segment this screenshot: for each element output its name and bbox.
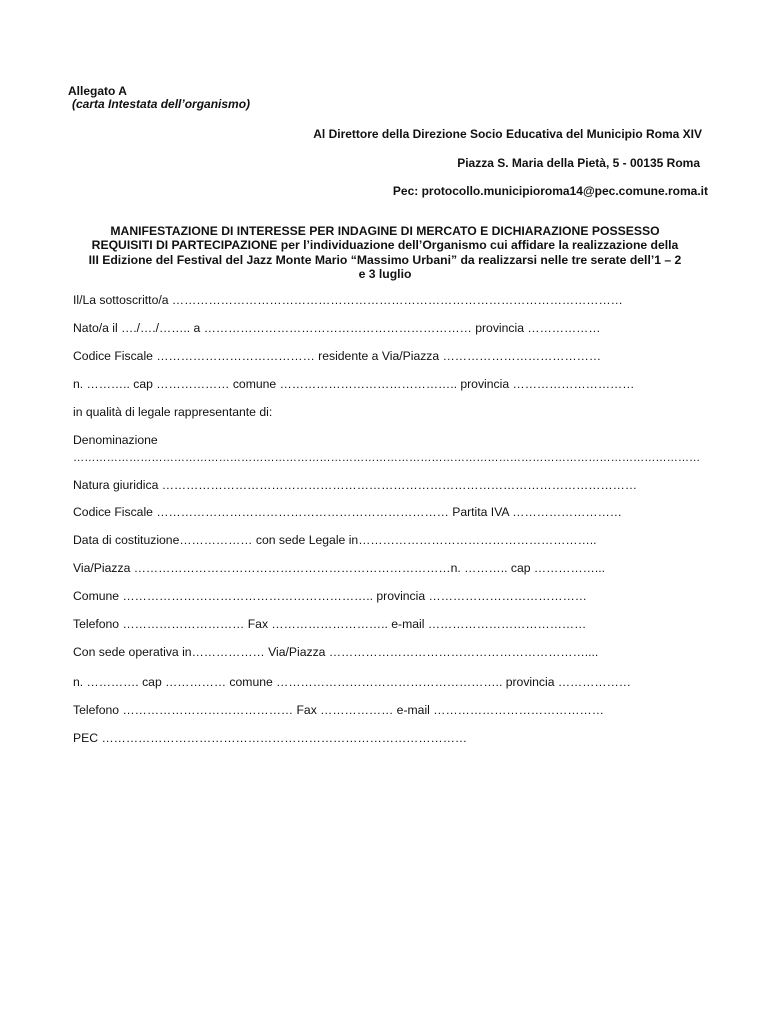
field-n-cap-comune: n. ……….. cap ……………… comune …………………………………….. provincia ………………………… [73, 377, 635, 391]
title-line-3: III Edizione del Festival del Jazz Monte Mario “Massimo Urbani” da realizzarsi nelle tre serate dell’1 – 2 [88, 253, 682, 267]
recipient-pec: Pec: protocollo.municipioroma14@pec.comune.roma.it [392, 184, 708, 198]
field-denominazione-dots: …………………………………………………………………………………………………………………………………………………… [73, 450, 701, 464]
title-line-1: MANIFESTAZIONE DI INTERESSE PER INDAGINE DI MERCATO E DICHIARAZIONE POSSESSO [110, 224, 660, 238]
field-via-piazza: Via/Piazza ……………………………………………………………………n. ……….. cap ……………... [73, 561, 606, 575]
field-telefono-2: Telefono …………………………………… Fax ……………… e-mail …………………………………… [73, 703, 604, 717]
field-sottoscritto: Il/La sottoscritto/a ………………………………………………………………………………………………… [73, 293, 623, 307]
recipient-line-1: Al Direttore della Direzione Socio Educativa del Municipio Roma XIV [313, 127, 702, 141]
field-denominazione-label: Denominazione [73, 433, 158, 447]
field-qualita: in qualità di legale rappresentante di: [73, 405, 273, 419]
field-nato: Nato/a il …./…./…….. a ………………………………………………………… provincia ……………… [73, 321, 601, 335]
field-sede-operativa: Con sede operativa in……………… Via/Piazza ……………………………………………………….... [73, 645, 599, 659]
recipient-line-2: Piazza S. Maria della Pietà, 5 - 00135 Roma [457, 156, 700, 170]
field-n-cap-comune-2: n. …………. cap …………… comune ……………………………………………….. provincia ……………… [73, 675, 631, 689]
title-line-4: e 3 luglio [358, 267, 412, 281]
field-codice-fiscale-residenza: Codice Fiscale ………………………………… residente a Via/Piazza ………………………………… [73, 349, 602, 363]
field-codice-fiscale-piva: Codice Fiscale ……………………………………………………………… Partita IVA ……………………… [73, 505, 622, 519]
field-comune: Comune …………………………………………………….. provincia ………………………………… [73, 589, 587, 603]
field-telefono-1: Telefono ………………………… Fax ……………………….. e-mail ………………………………… [73, 617, 587, 631]
allegato-label: Allegato A [68, 84, 127, 98]
field-data-costituzione: Data di costituzione……………… con sede Legale in………………………………………………….. [73, 533, 597, 547]
carta-intestata-label: (carta Intestata dell’organismo) [72, 97, 251, 111]
title-line-2: REQUISITI DI PARTECIPAZIONE per l’individuazione dell’Organismo cui affidare la realizzazione della [91, 238, 679, 252]
field-natura-giuridica: Natura giuridica ……………………………………………………………………………………………………… [73, 478, 638, 492]
field-pec: PEC ……………………………………………………………………………… [73, 731, 468, 745]
